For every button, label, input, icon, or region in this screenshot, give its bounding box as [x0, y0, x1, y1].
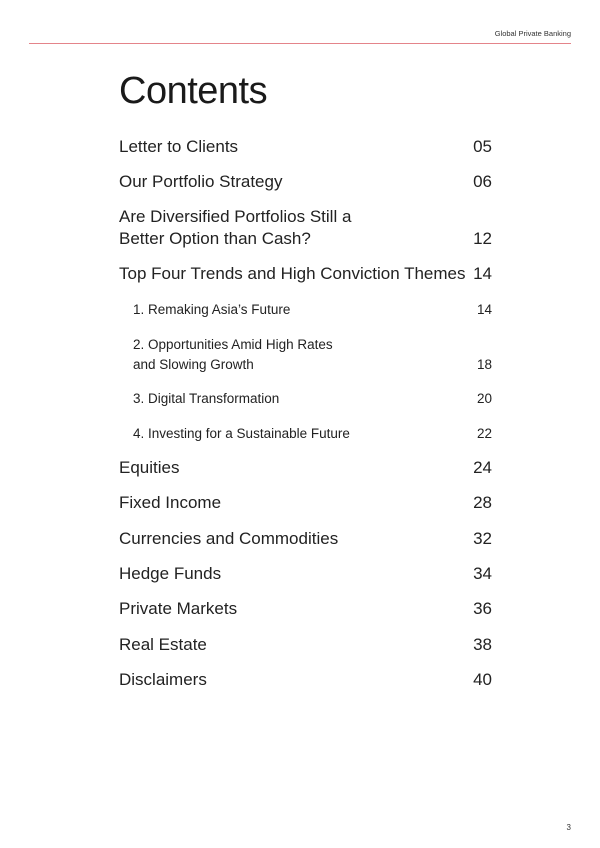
toc-entry-label: 1. Remaking Asia’s Future [133, 302, 291, 317]
toc-entry-page: 05 [473, 137, 492, 156]
toc-entry-currencies-commodities[interactable] [119, 528, 492, 550]
toc-entry-label: Our Portfolio Strategy [119, 172, 283, 191]
toc-entry-disclaimers[interactable] [119, 669, 492, 691]
toc-subentry-remaking-asia[interactable] [119, 300, 492, 320]
toc-subentry-digital-transformation[interactable] [119, 389, 492, 409]
toc-entry-hedge-funds[interactable] [119, 563, 492, 585]
toc-entry-label: Currencies and Commodities [119, 529, 339, 548]
toc-entry-label: 3. Digital Transformation [133, 391, 280, 406]
toc-entry-label: Are Diversified Portfolios Still a Better Option than Cash? [119, 207, 352, 248]
toc-entry-page: 14 [473, 264, 492, 283]
toc-entry-page: 18 [476, 357, 492, 372]
toc-entry-letter-to-clients[interactable] [119, 136, 492, 158]
toc-entry-page: 32 [473, 529, 492, 548]
toc-entry-label: Fixed Income [119, 493, 222, 512]
page-title: Contents [119, 70, 268, 112]
toc-entry-page: 28 [473, 493, 492, 512]
toc-entry-top-four-trends[interactable] [119, 263, 492, 285]
toc-entry-page: 22 [476, 426, 492, 441]
toc-entry-label: Private Markets [119, 599, 238, 618]
toc-entry-label: 4. Investing for a Sustainable Future [133, 426, 350, 441]
page-number: 3 [566, 823, 571, 832]
toc-entry-label: Hedge Funds [119, 564, 222, 583]
toc-entry-page: 06 [473, 172, 492, 191]
toc-entry-page: 34 [473, 564, 492, 583]
toc-entry-portfolio-strategy[interactable] [119, 171, 492, 193]
toc-entry-fixed-income[interactable] [119, 492, 492, 514]
toc-entry-real-estate[interactable] [119, 634, 492, 656]
toc-subentry-sustainable-future[interactable] [119, 424, 492, 444]
header-label: Global Private Banking [494, 29, 571, 38]
toc-entry-label: 2. Opportunities Amid High Rates and Slowing Growth [133, 337, 333, 372]
toc-entry-label: Top Four Trends and High Conviction Themes [119, 264, 466, 283]
toc-entry-page: 12 [473, 229, 492, 248]
toc-entry-label: Disclaimers [119, 670, 207, 689]
toc-entry-label: Letter to Clients [119, 137, 239, 156]
toc-entry-equities[interactable] [119, 457, 492, 479]
toc-entry-page: 40 [473, 670, 492, 689]
toc-entry-page: 24 [473, 458, 492, 477]
toc-entry-page: 38 [473, 635, 492, 654]
toc-entry-private-markets[interactable] [119, 598, 492, 620]
header-divider [29, 43, 571, 44]
toc-subentry-opportunities-high-rates[interactable] [119, 335, 492, 375]
toc-entry-page: 14 [476, 302, 492, 317]
toc-entry-page: 20 [476, 391, 492, 406]
toc-entry-label: Real Estate [119, 635, 207, 654]
toc-entry-page: 36 [473, 599, 492, 618]
toc-entry-diversified-portfolios[interactable] [119, 206, 492, 250]
toc-entry-label: Equities [119, 458, 180, 477]
